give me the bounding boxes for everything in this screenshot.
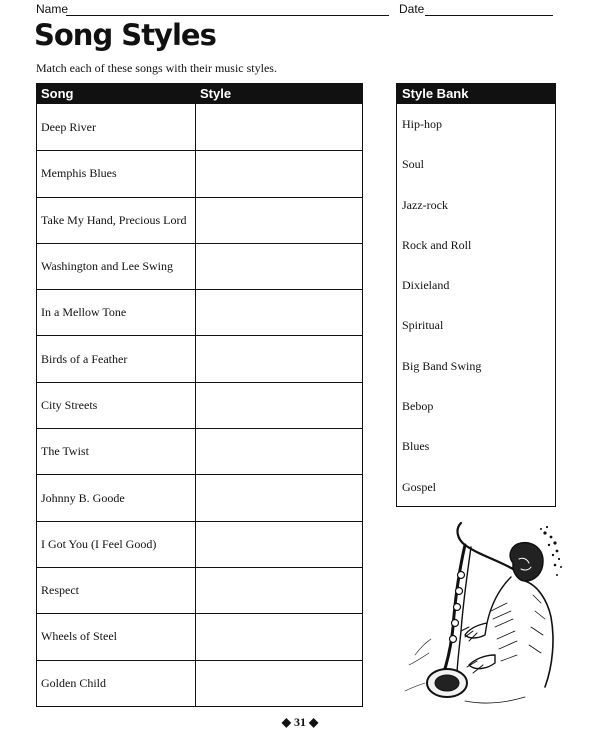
table-row: [37, 150, 362, 196]
song-name: Golden Child: [41, 675, 106, 690]
style-bank: [396, 83, 556, 507]
song-name: Washington and Lee Swing: [41, 259, 174, 274]
style-bank-item: Soul: [402, 157, 425, 172]
song-name: Memphis Blues: [41, 166, 117, 181]
style-bank-item: Jazz-rock: [402, 197, 448, 212]
table-row: [37, 567, 362, 613]
style-column-header: Style: [200, 86, 232, 101]
song-name: In a Mellow Tone: [41, 305, 127, 320]
name-label: Name: [36, 2, 69, 16]
style-bank-list: [397, 104, 555, 507]
style-answer-cell[interactable]: [195, 336, 362, 381]
style-answer-cell[interactable]: [195, 198, 362, 243]
style-answer-cell[interactable]: [195, 522, 362, 567]
table-row: [37, 197, 362, 243]
table-row: [37, 335, 362, 381]
table-row: [37, 613, 362, 659]
style-answer-cell[interactable]: [195, 290, 362, 335]
song-name: Wheels of Steel: [41, 629, 117, 644]
saxophone-player-illustration: [395, 515, 565, 710]
style-bank-item: Rock and Roll: [402, 237, 472, 252]
style-bank-item: Bebop: [402, 399, 434, 414]
song-column-header: Song: [41, 86, 74, 101]
style-answer-cell[interactable]: [195, 383, 362, 428]
song-name: Take My Hand, Precious Lord: [41, 212, 187, 227]
song-name: Respect: [41, 583, 79, 598]
name-field[interactable]: [66, 15, 389, 16]
style-answer-cell[interactable]: [195, 475, 362, 520]
song-name: City Streets: [41, 397, 98, 412]
song-table-header: [37, 84, 362, 104]
table-row: [37, 104, 362, 150]
style-bank-item: Dixieland: [402, 278, 450, 293]
instructions: Match each of these songs with their music styles.: [36, 61, 277, 75]
page-title: Song Styles: [34, 18, 216, 52]
date-field[interactable]: [425, 15, 553, 16]
table-row: [37, 521, 362, 567]
style-bank-item: Hip-hop: [402, 117, 442, 131]
style-answer-cell[interactable]: [195, 568, 362, 613]
style-answer-cell[interactable]: [195, 244, 362, 289]
song-name: The Twist: [41, 444, 89, 459]
style-answer-cell[interactable]: [195, 429, 362, 474]
song-table: [36, 83, 363, 707]
table-row: [37, 428, 362, 474]
song-name: I Got You (I Feel Good): [41, 536, 157, 551]
song-name: Birds of a Feather: [41, 351, 128, 366]
style-answer-cell[interactable]: [195, 614, 362, 659]
song-name: Deep River: [41, 119, 96, 134]
table-row: [37, 474, 362, 520]
table-row: [37, 243, 362, 289]
style-answer-cell[interactable]: [195, 151, 362, 196]
style-bank-item: Gospel: [402, 479, 436, 494]
style-bank-item: Blues: [402, 439, 430, 454]
style-bank-item: Spiritual: [402, 318, 444, 333]
table-row: [37, 289, 362, 335]
style-answer-cell[interactable]: [195, 104, 362, 150]
style-answer-cell[interactable]: [195, 661, 362, 706]
style-bank-header: Style Bank: [397, 84, 555, 104]
page-number: ◆ 31 ◆: [281, 715, 319, 729]
date-label: Date: [399, 2, 425, 16]
table-row: [37, 660, 362, 706]
table-row: [37, 382, 362, 428]
style-bank-item: Big Band Swing: [402, 358, 482, 373]
song-name: Johnny B. Goode: [41, 490, 125, 505]
